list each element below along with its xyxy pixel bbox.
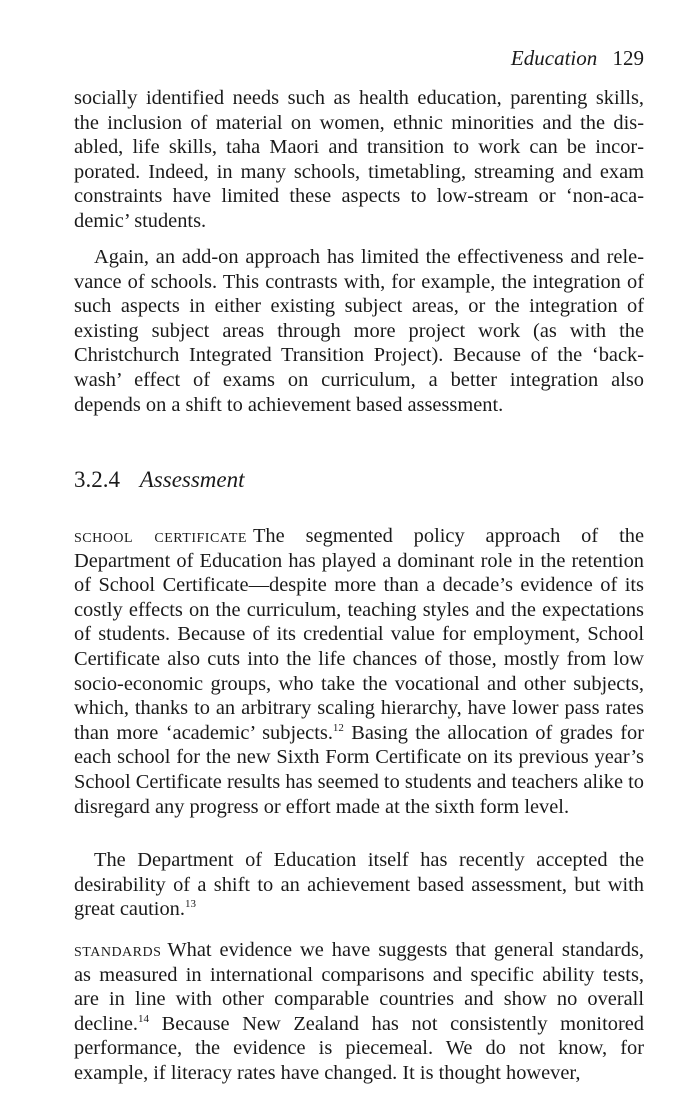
section-number: 3.2.4	[74, 467, 120, 492]
section-heading	[74, 464, 245, 496]
footnote-ref-14[interactable]: 14	[137, 1012, 149, 1025]
page-number: 129	[612, 46, 644, 70]
paragraph-department-caution	[74, 848, 644, 922]
run-in-heading-school-certificate: school certificate	[74, 525, 247, 547]
paragraph-text: The segmented policy approach of the Department of Education has played a dominant role in the retention of School Certificate—despite more than a decade’s evidence of its costly effects on the curriculum, teaching styles and the expectations of students. Because of its credential value for employment, School Certificate also cuts into the life chances of those, mostly from low socio-economic groups, who take the vocational and other subjects, which, thanks to an arbitrary scaling hierarchy, have lower pass rates than more ‘academic’ subjects.	[74, 525, 644, 744]
paragraph-add-on-approach: Again, an add-on approach has limited the effectiveness and relevance of schools. This contrasts with, for example, the integration of such aspects in either existing subject areas, or the integration of existing subject areas through more project work (as with the Christchurch Integrated Transition Project). Because of the ‘backwash’ effect of exams on curriculum, a better integration also depends on a shift to achievement based assessment.	[74, 246, 644, 416]
footnote-ref-13[interactable]: 13	[184, 898, 196, 911]
paragraph-text: Because New Zealand has not consistently monitored performance, the evidence is piecemeal. We do not know, for example, if literacy rates have changed. It is thought however,	[74, 1012, 644, 1084]
running-head-section: Education	[510, 46, 598, 70]
footnote-ref-12[interactable]: 12	[332, 721, 344, 734]
run-in-heading-standards: standards	[74, 939, 162, 961]
paragraph-standards	[74, 938, 644, 1086]
running-head	[511, 44, 644, 72]
paragraph-continued: socially identified needs such as health education, parenting skills, the inclusion of material on women, ethnic minorities and the disabled, life skills, taha Maori and transition to work can be incorporated. Indeed, in many schools, timetabling, streaming and exam constraints have limited these aspects to low-stream or ‘non-academic’ students.	[74, 87, 644, 232]
paragraph-school-certificate	[74, 524, 644, 819]
paragraph-text: Basing the allocation of grades for each school for the new Sixth Form Certificate on its previous year’s School Certificate results has seemed to students and teachers alike to disregard any progress or effort made at the sixth form level.	[74, 721, 645, 818]
paragraph-text: What evidence we have suggests that general standards, as measured in international comparisons and specific ability tests, are in line with other comparable countries and show no overall decline.	[74, 939, 644, 1035]
paragraph-text: The Department of Education itself has recently accepted the desirability of a shift to an achievement based assessment, but with great caution.	[74, 849, 644, 921]
section-title: Assessment	[139, 467, 245, 492]
